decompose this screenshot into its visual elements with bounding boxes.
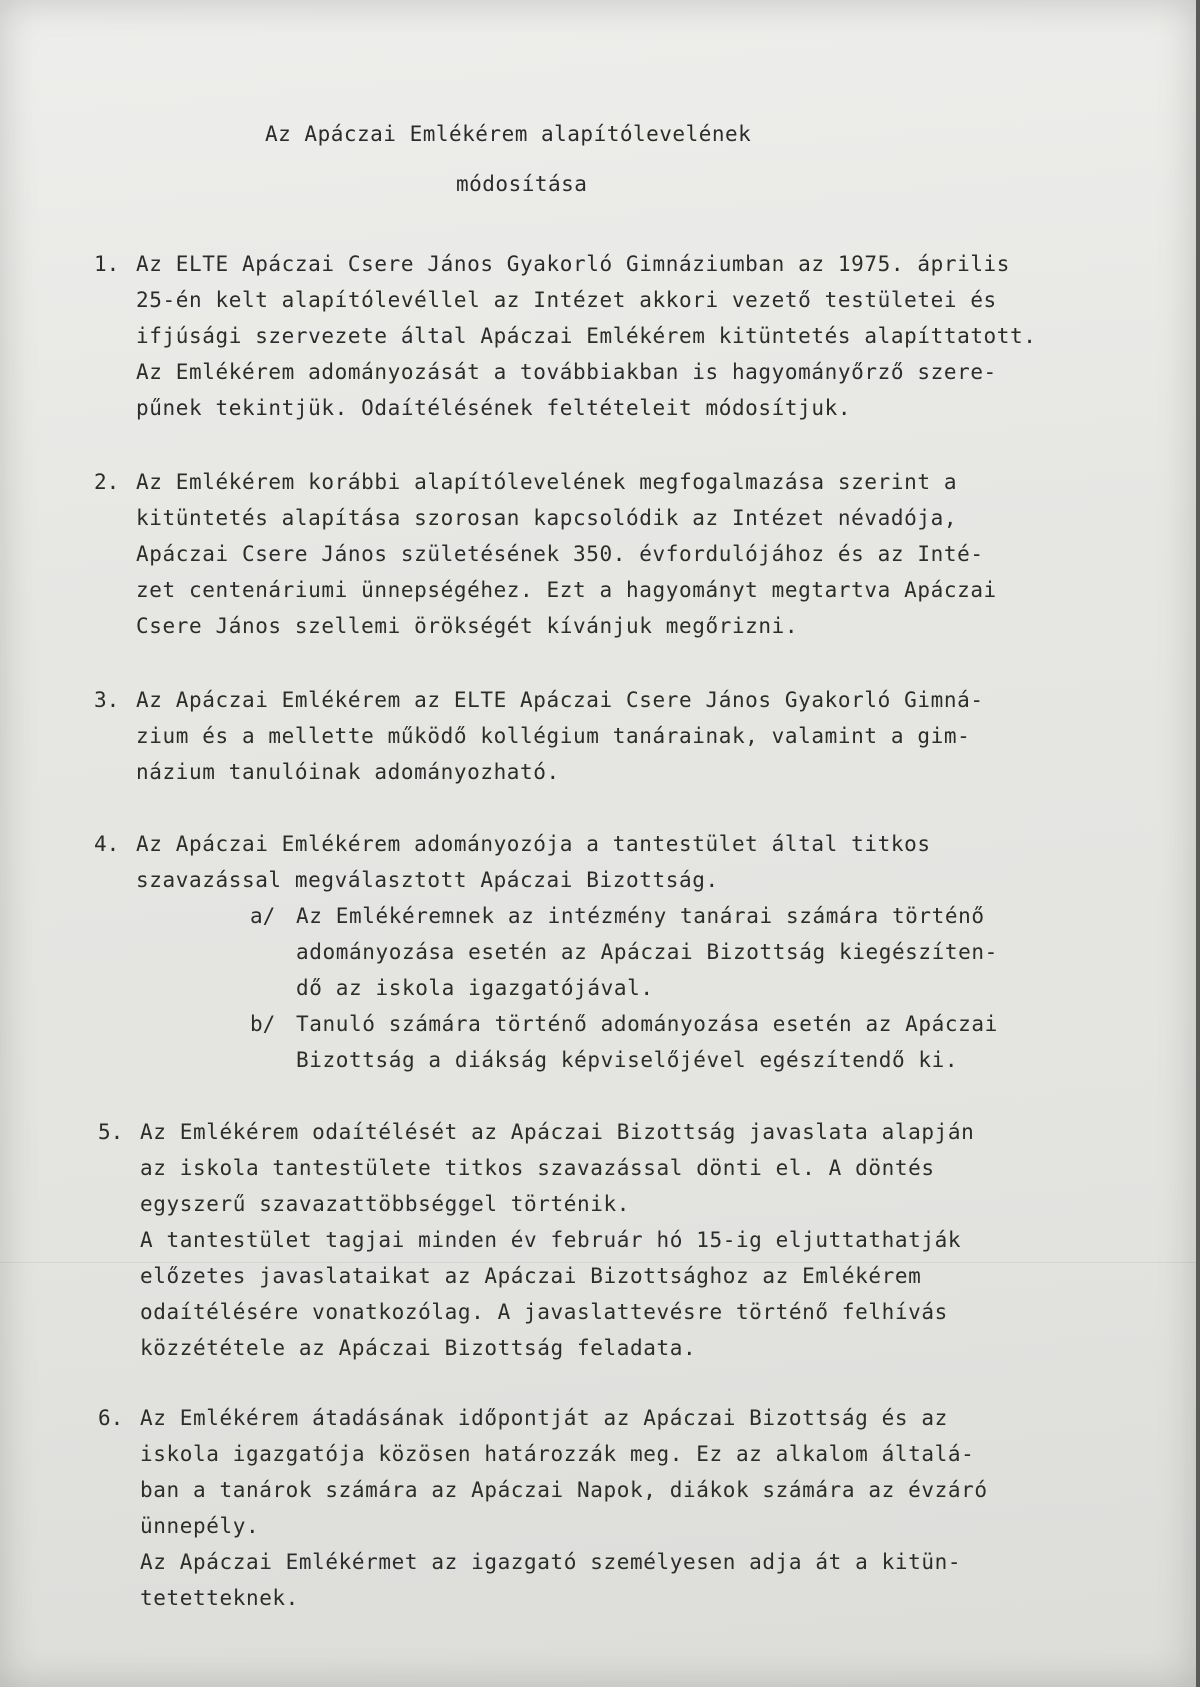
section-3-number: 3. — [94, 688, 120, 712]
section-1-line-4: Az Emlékérem adományozását a továbbiakban is hagyományőrző szere- — [136, 360, 997, 384]
section-5-line-1: Az Emlékérem odaítélését az Apáczai Bizottság javaslata alapján — [140, 1120, 975, 1144]
section-1-line-3: ifjúsági szervezete által Apáczai Emlékérem kitüntetés alapíttatott. — [136, 324, 1037, 348]
section-4-number: 4. — [94, 832, 120, 856]
section-2-line-5: Csere János szellemi örökségét kívánjuk megőrizni. — [136, 614, 799, 638]
subitem-a-label: a/ — [250, 904, 276, 928]
subitem-b-label: b/ — [250, 1012, 276, 1036]
section-2-line-1: Az Emlékérem korábbi alapítólevelének megfogalmazása szerint a — [136, 470, 958, 494]
subitem-b-line-1: Tanuló számára történő adományozása esetén az Apáczai — [296, 1012, 998, 1036]
section-4-line-2: szavazással megválasztott Apáczai Bizottság. — [136, 868, 719, 892]
section-1-number: 1. — [94, 252, 120, 276]
section-6-line-2: iskola igazgatója közösen határozzák meg. Ez az alkalom általá- — [140, 1442, 975, 1466]
section-5-number: 5. — [98, 1120, 124, 1144]
section-6-line-6: tetetteknek. — [140, 1586, 299, 1610]
section-4-line-1: Az Apáczai Emlékérem adományozója a tantestület által titkos — [136, 832, 931, 856]
section-2-line-4: zet centenáriumi ünnepségéhez. Ezt a hagyományt megtartva Apáczai — [136, 578, 997, 602]
subitem-a-line-3: dő az iskola igazgatójával. — [296, 976, 654, 1000]
subitem-b-line-2: Bizottság a diákság képviselőjével egészítendő ki. — [296, 1048, 959, 1072]
section-5-line-4: A tantestület tagjai minden év február hó 15-ig eljuttathatják — [140, 1228, 962, 1252]
section-2-line-2: kitüntetés alapítása szorosan kapcsolódik az Intézet névadója, — [136, 506, 958, 530]
section-6-line-3: ban a tanárok számára az Apáczai Napok, diákok számára az évzáró — [140, 1478, 988, 1502]
section-5-line-5: előzetes javaslataikat az Apáczai Bizottsághoz az Emlékérem — [140, 1264, 922, 1288]
section-5-line-6: odaítélésére vonatkozólag. A javaslattevésre történő felhívás — [140, 1300, 948, 1324]
document-title-line-1: Az Apáczai Emlékérem alapítólevelének — [265, 122, 752, 146]
section-1-line-2: 25-én kelt alapítólevéllel az Intézet akkori vezető testületei és — [136, 288, 997, 312]
section-2-line-3: Apáczai Csere János születésének 350. évfordulójához és az Inté- — [136, 542, 984, 566]
section-6-number: 6. — [98, 1406, 124, 1430]
section-1-line-5: pűnek tekintjük. Odaítélésének feltételeit módosítjuk. — [136, 396, 852, 420]
section-2-number: 2. — [94, 470, 120, 494]
section-1-line-1: Az ELTE Apáczai Csere János Gyakorló Gimnáziumban az 1975. április — [136, 252, 1011, 276]
section-3-line-3: názium tanulóinak adományozható. — [136, 760, 560, 784]
section-3-line-1: Az Apáczai Emlékérem az ELTE Apáczai Csere János Gyakorló Gimná- — [136, 688, 984, 712]
subitem-a-line-2: adományozása esetén az Apáczai Bizottság kiegészíten- — [296, 940, 998, 964]
section-5-line-3: egyszerű szavazattöbbséggel történik. — [140, 1192, 630, 1216]
section-6-line-5: Az Apáczai Emlékérmet az igazgató személyesen adja át a kitün- — [140, 1550, 962, 1574]
section-5-line-2: az iskola tantestülete titkos szavazással dönti el. A döntés — [140, 1156, 935, 1180]
paper-crease — [0, 1262, 1196, 1263]
section-6-line-4: ünnepély. — [140, 1514, 260, 1538]
document-title-line-2: módosítása — [456, 172, 588, 196]
section-3-line-2: zium és a mellette működő kollégium tanárainak, valamint a gim- — [136, 724, 971, 748]
section-5-line-7: közzététele az Apáczai Bizottság feladata. — [140, 1336, 697, 1360]
section-6-line-1: Az Emlékérem átadásának időpontját az Apáczai Bizottság és az — [140, 1406, 948, 1430]
subitem-a-line-1: Az Emlékéremnek az intézmény tanárai számára történő — [296, 904, 985, 928]
